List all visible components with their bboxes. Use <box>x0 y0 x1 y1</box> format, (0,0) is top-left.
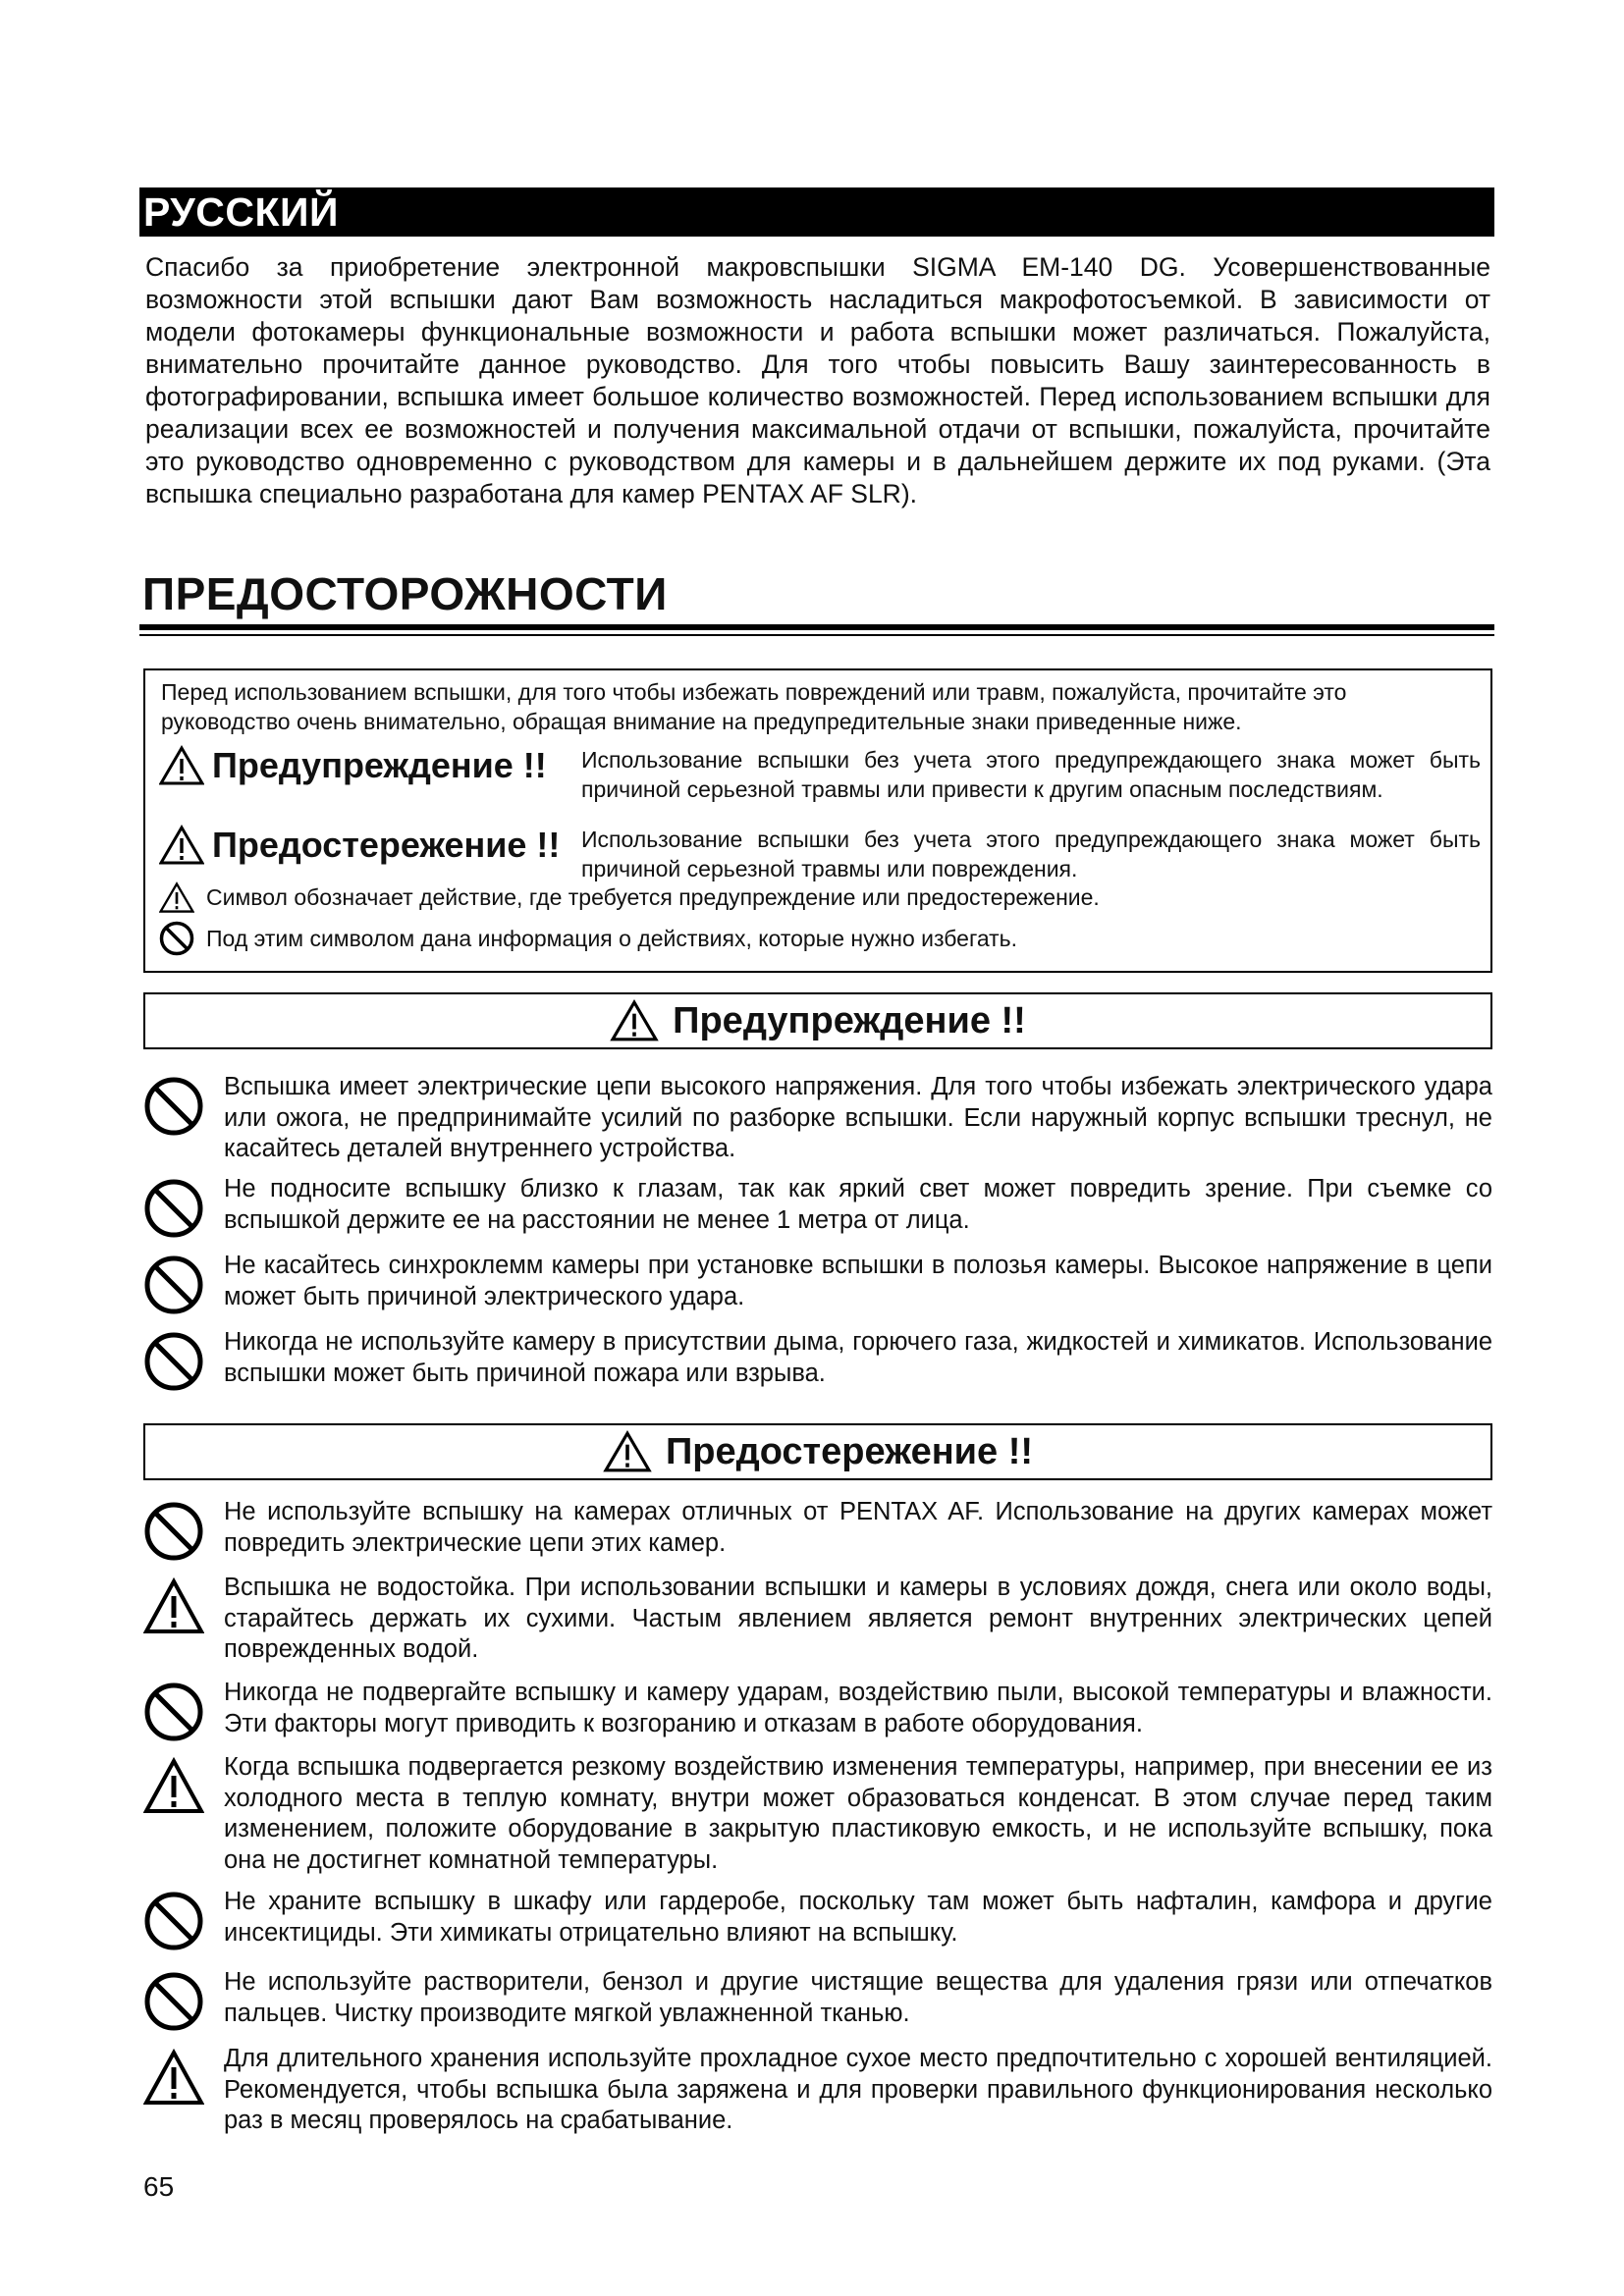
caution-item-text: Вспышка не водостойка. При использовании вспышки и камеры в условиях дождя, снега или около воды, старайтесь держать их сухими. Частым явлением является ремонт внутренних электрических цепей поврежденных водой. <box>224 1574 1492 1663</box>
warning-triangle-icon <box>143 1576 204 1637</box>
prohibition-icon <box>143 1178 204 1239</box>
warning-heading-box <box>143 992 1492 1049</box>
legend-caution-desc: Использование вспышки без учета этого предупреждающего знака может быть причиной серьезной травмы или повреждения. <box>581 827 1481 881</box>
caution-item-text: Не храните вспышку в шкафу или гардеробе, поскольку там может быть нафталин, камфора и другие инсектициды. Эти химикаты отрицательно влияют на вспышку. <box>224 1888 1492 1947</box>
title-rule-thick <box>139 624 1494 630</box>
legend-warning-desc: Использование вспышки без учета этого предупреждающего знака может быть причиной серьезной травмы или привести к другим опасным последствиям. <box>581 747 1481 802</box>
warning-triangle-icon <box>610 999 659 1042</box>
caution-item-text: Не используйте растворители, бензол и другие чистящие вещества для удаления грязи или отпечатков пальцев. Чистку производите мягкой увлажненной тканью. <box>224 1968 1492 2027</box>
page-number: 65 <box>143 2171 175 2202</box>
warning-triangle-icon <box>603 1430 652 1473</box>
caution-heading: Предостережение !! <box>665 1430 1034 1472</box>
legend-triangle-desc: Символ обозначает действие, где требуется предупреждение или предостережение. <box>206 884 1100 910</box>
legend-warning-label: Предупреждение !! <box>212 745 547 785</box>
prohibition-icon <box>143 1891 204 1951</box>
warning-triangle-icon <box>143 2048 204 2109</box>
prohibition-icon <box>159 921 194 956</box>
warning-item-text: Вспышка имеет электрические цепи высокого напряжения. Для того чтобы избежать электрического удара или ожога, не предпринимайте усилий по разборке вспышки. Если наружный корпус вспышки треснул, не касайтесь деталей внутреннего устройства. <box>224 1073 1492 1162</box>
caution-heading-box <box>143 1423 1492 1480</box>
warning-item-text: Никогда не используйте камеру в присутствии дыма, горючего газа, жидкостей и химикатов. Использование вспышки может быть причиной пожара или взрыва. <box>224 1328 1492 1387</box>
warning-triangle-icon <box>143 1756 204 1817</box>
prohibition-icon <box>143 1501 204 1562</box>
intro-paragraph: Спасибо за приобретение электронной макровспышки SIGMA EM-140 DG. Усовершенствованные возможности этой вспышки дают Вам возможность насладиться макрофотосъемкой. В зависимости от модели фотокамеры функциональные возможности и работа вспышки может различаться. Пожалуйста, внимательно прочитайте данное руководство. Для того чтобы повысить Вашу заинтересованность в фотографировании, вспышка имеет большое количество возможностей. Перед использованием вспышки для реализации всех ее возможностей и получения максимальной отдачи от вспышки, пожалуйста, прочитайте это руководство одновременно с руководством для камеры и в дальнейшем держите их под руками. (Эта вспышка специально разработана для камер PENTAX AF SLR). <box>145 252 1490 508</box>
caution-item-text: Не используйте вспышку на камерах отличных от PENTAX AF. Использование на других камерах может повредить электрические цепи этих камер. <box>224 1498 1492 1557</box>
title-rule-thin <box>139 634 1494 636</box>
prohibition-icon <box>143 1076 204 1137</box>
caution-item-text: Никогда не подвергайте вспышку и камеру ударам, воздействию пыли, высокой температуры и влажности. Эти факторы могут приводить к возгоранию и отказам в работе оборудования. <box>224 1679 1492 1737</box>
legend-prohibit-row <box>159 921 1017 956</box>
warning-heading: Предупреждение !! <box>673 999 1026 1041</box>
warning-item-text: Не подносите вспышку близко к глазам, так как яркий свет может повредить зрение. При съемке со вспышкой держите ее на расстоянии не менее 1 метра от лица. <box>224 1175 1492 1234</box>
prohibition-icon <box>143 1971 204 2032</box>
symbol-legend-box <box>143 668 1492 973</box>
legend-intro: Перед использованием вспышки, для того чтобы избежать повреждений или травм, пожалуйста, прочитайте это руководство очень внимательно, обращая внимание на предупредительные знаки приведенные ниже. <box>161 679 1347 734</box>
legend-prohibit-desc: Под этим символом дана информация о действиях, которые нужно избегать. <box>206 925 1018 951</box>
prohibition-icon <box>143 1331 204 1392</box>
caution-item-text: Для длительного хранения используйте прохладное сухое место предпочтительно с хорошей вентиляцией. Рекомендуется, чтобы вспышка была заряжена и для проверки правильного функционирования несколько раз в месяц проверялось на срабатывание. <box>224 2045 1492 2134</box>
prohibition-icon <box>143 1682 204 1742</box>
legend-triangle-row <box>159 881 1100 914</box>
section-title: ПРЕДОСТОРОЖНОСТИ <box>142 568 668 619</box>
warning-triangle-icon <box>159 745 204 786</box>
warning-item-text: Не касайтесь синхроклемм камеры при установке вспышки в полозья камеры. Высокое напряжение в цепи может быть причиной электрического удара. <box>224 1252 1492 1310</box>
warning-triangle-icon <box>159 881 194 914</box>
legend-caution-label: Предостережение !! <box>212 825 561 865</box>
language-header: РУССКИЙ <box>139 187 1494 237</box>
caution-item-text: Когда вспышка подвергается резкому воздействию изменения температуры, например, при внесении ее из холодного места в теплую комнату, внутри может образоваться конденсат. В этом случае перед таким изменением, положите оборудование в закрытую пластиковую емкость, и не используйте вспышку, пока она не достигнет комнатной температуры. <box>224 1753 1492 1874</box>
prohibition-icon <box>143 1255 204 1315</box>
warning-triangle-icon <box>159 825 204 866</box>
